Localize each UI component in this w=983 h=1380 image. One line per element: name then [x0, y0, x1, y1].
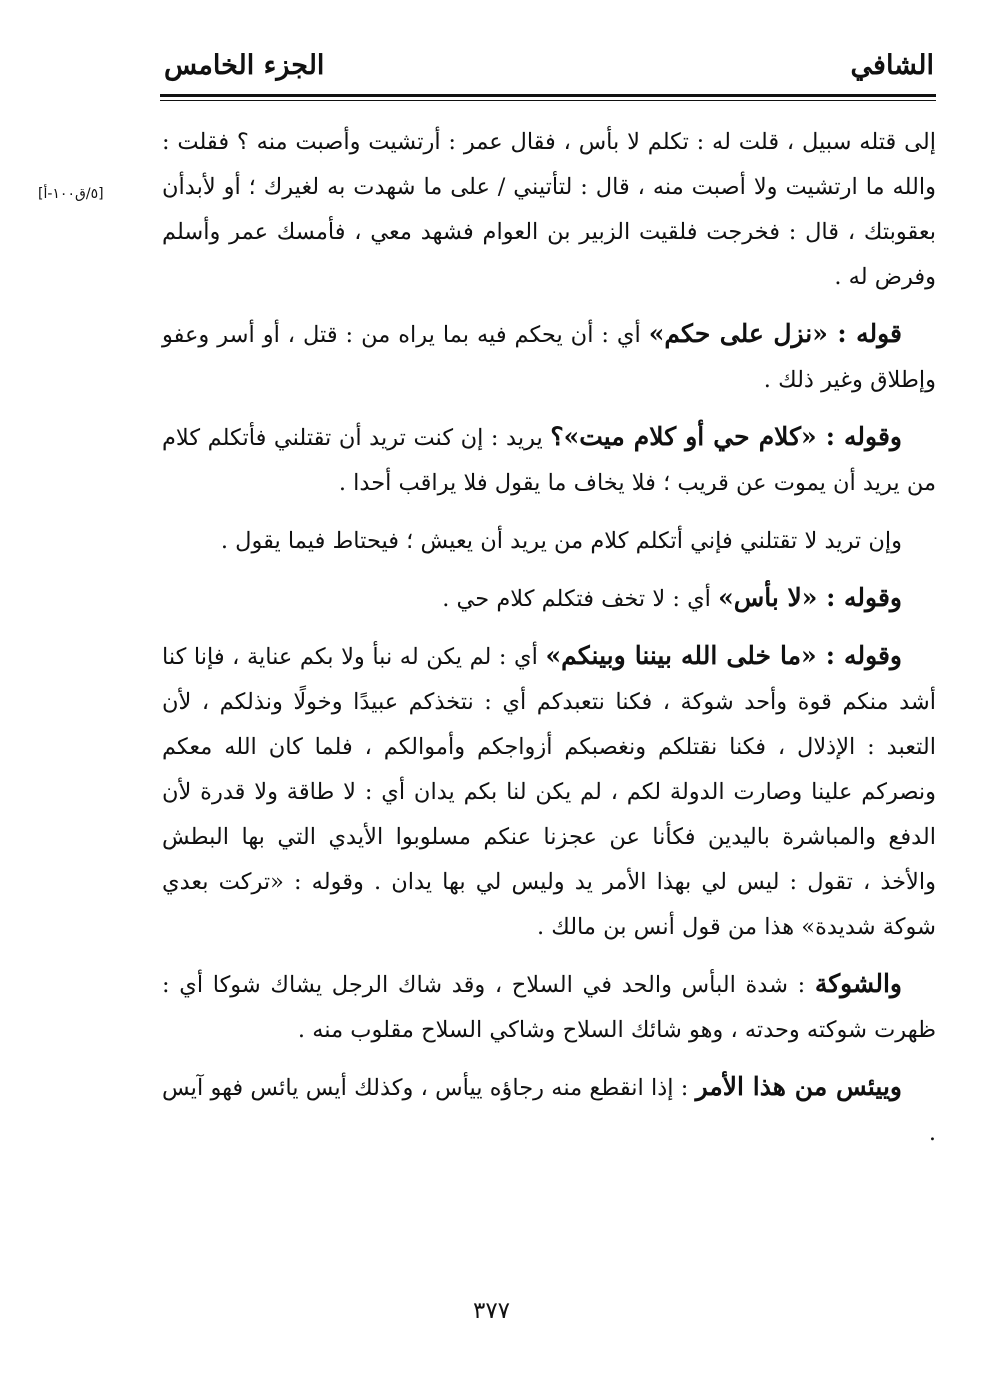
- paragraph-1: [162, 118, 936, 300]
- volume-title: الجزء الخامس: [164, 50, 325, 81]
- paragraph-6: [162, 633, 936, 950]
- margin-manuscript-reference: [٥/ق١٠٠-أ]: [38, 186, 104, 202]
- paragraph-5-text: أي : لا تخف فتكلم كلام حي .: [442, 586, 719, 612]
- book-title: الشافي: [850, 50, 934, 81]
- paragraph-1-text: إلى قتله سبيل ، قلت له : تكلم لا بأس ، فقال عمر : أرتشيت وأصبت منه ؟ فقلت : والله ما ارتشيت ولا أصبت منه ، قال : لتأتيني / على ما شهدت به لغيرك ؛ أو لأبدأن بعقوبتك ، قال : فخرجت فلقيت الزبير بن العوام فشهد معي ، فأمسك عمر وأسلم وفرض له .: [162, 129, 936, 290]
- paragraph-8: [162, 1064, 936, 1156]
- paragraph-5: [162, 575, 936, 622]
- paragraph-8-text: : إذا انقطع منه رجاؤه ييأس ، وكذلك أيس يائس فهو آيس .: [162, 1075, 936, 1146]
- body-text: [162, 118, 936, 1167]
- paragraph-2-text: أي : أن يحكم فيه بما يراه من : قتل ، أو أسر وعفو وإطلاق وغير ذلك .: [162, 322, 936, 393]
- paragraph-4-text: وإن تريد لا تقتلني فإني أتكلم كلام من يريد أن يعيش ؛ فيحتاط فيما يقول .: [220, 528, 902, 554]
- paragraph-2: [162, 311, 936, 403]
- paragraph-3: [162, 414, 936, 506]
- paragraph-2-term: قوله : «نزل على حكم»: [648, 319, 902, 348]
- header-rule-thin: [160, 100, 936, 101]
- running-header: [160, 44, 936, 98]
- paragraph-6-term: وقوله : «ما خلى الله بيننا وبينكم»: [545, 641, 903, 670]
- paragraph-7-term: والشوكة: [814, 969, 902, 998]
- paragraph-8-term: وييئس من هذا الأمر: [695, 1072, 902, 1101]
- paragraph-3-text: يريد : إن كنت تريد أن تقتلني فأتكلم كلام من يريد أن يموت عن قريب ؛ فلا يخاف ما يقول فلا يراقب أحدا .: [162, 425, 936, 496]
- paragraph-5-term: وقوله : «لا بأس»: [718, 583, 902, 612]
- header-rule-thick: [160, 94, 936, 97]
- paragraph-7-text: : شدة البأس والحد في السلاح ، وقد شاك الرجل يشاك شوكا أي : ظهرت شوكته وحدته ، وهو شائك السلاح وشاكي السلاح مقلوب منه .: [162, 972, 936, 1043]
- paragraph-3-term: وقوله : «كلام حي أو كلام ميت»؟: [550, 422, 902, 451]
- page-number: ٣٧٧: [472, 1298, 511, 1324]
- paragraph-4: [162, 517, 936, 564]
- paragraph-6-text: أي : لم يكن له نبأ ولا بكم عناية ، فإنا كنا أشد منكم قوة وأحد شوكة ، فكنا نتعبدكم أي : نتخذكم عبيدًا وخولًا ونذلكم ، لأن التعبد : الإذلال ، فكنا نقتلكم ونغصبكم أزواجكم وأموالكم ، فلما كان الله معكم ونصركم علينا وصارت الدولة لكم ، لم يكن لنا بكم يدان أي : لا طاقة ولا قدرة لأن الدفع والمباشرة باليدين فكأنا عن عجزنا عنكم مسلوبوا الأيدي التي بها البطش والأخذ ، تقول : ليس لي بهذا الأمر يد وليس لي بها يدان . وقوله : «تركت بعدي شوكة شديدة» هذا من قول أنس بن مالك .: [162, 644, 936, 940]
- paragraph-7: [162, 961, 936, 1053]
